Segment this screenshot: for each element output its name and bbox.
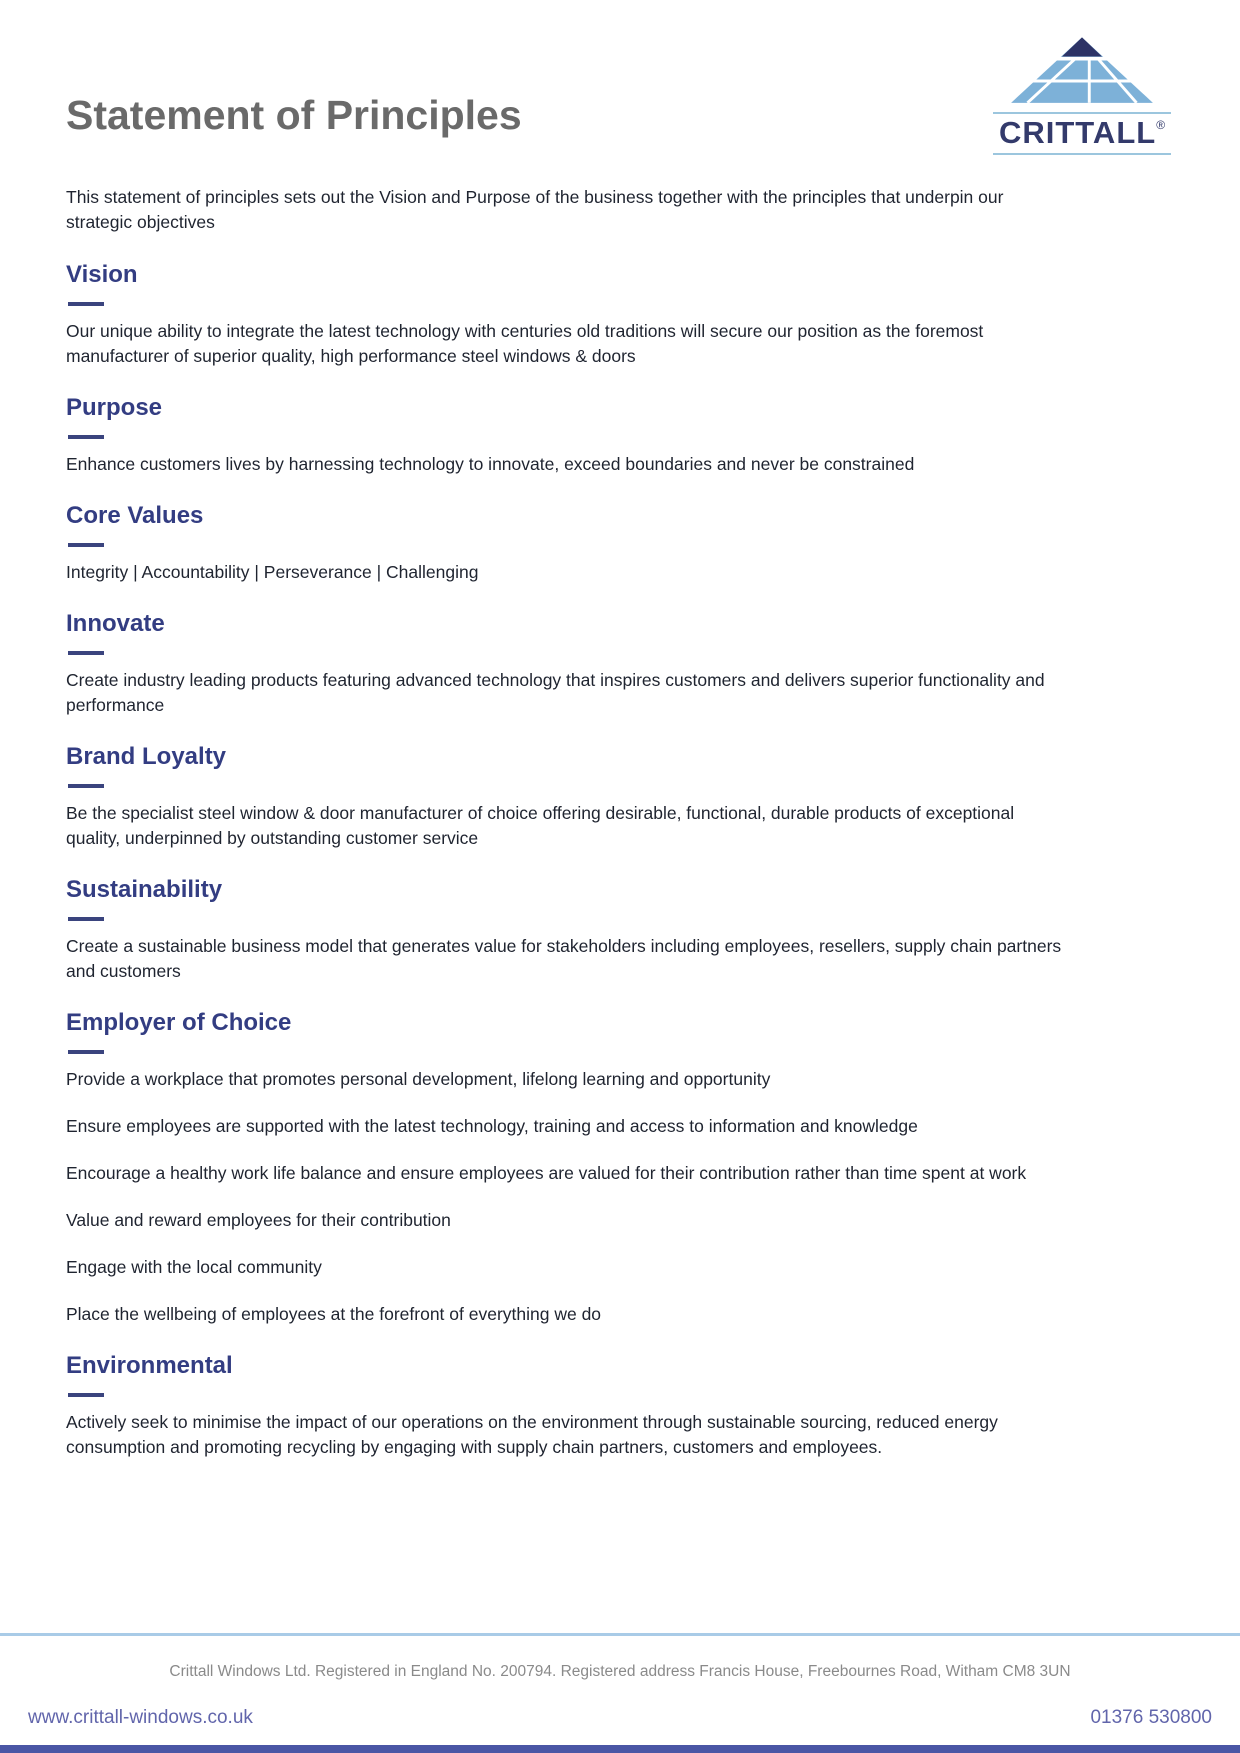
- heading-underline: [68, 1393, 104, 1397]
- heading-underline: [68, 651, 104, 655]
- crittall-logo: [992, 34, 1172, 155]
- section-environmental: [66, 1351, 1170, 1460]
- heading-underline: [68, 917, 104, 921]
- section-core-values: [66, 501, 1170, 585]
- document-footer: [0, 1633, 1240, 1753]
- bottom-brand-bar: [0, 1745, 1240, 1753]
- phone-number[interactable]: 01376 530800: [1090, 1707, 1212, 1728]
- heading-underline: [68, 302, 104, 306]
- heading-underline: [68, 784, 104, 788]
- intro-paragraph: This statement of principles sets out the Vision and Purpose of the business together with the principles that underpin our strategic objectives: [66, 187, 1004, 233]
- heading-underline: [68, 543, 104, 547]
- section-heading: Vision: [66, 260, 138, 288]
- logo-rule-top: [993, 112, 1171, 114]
- section-paragraph: Engage with the local community: [66, 1257, 322, 1278]
- registered-mark: ®: [1156, 118, 1166, 132]
- section-innovate: [66, 609, 1170, 718]
- section-paragraph: Provide a workplace that promotes personal development, lifelong learning and opportunity: [66, 1069, 771, 1089]
- website-link[interactable]: www.crittall-windows.co.uk: [28, 1707, 253, 1728]
- section-heading: Innovate: [66, 609, 165, 637]
- heading-underline: [68, 1050, 104, 1054]
- section-paragraph: Ensure employees are supported with the latest technology, training and access to information and knowledge: [66, 1116, 918, 1137]
- section-paragraph: Actively seek to minimise the impact of our operations on the environment through sustainable sourcing, reduced energy consumption and promoting recycling by engaging with supply chain partners, customers and employees.: [66, 1412, 998, 1458]
- section-purpose: [66, 393, 1170, 477]
- logo-wordmark: CRITTALL®: [998, 115, 1166, 150]
- document-header: [0, 0, 1240, 155]
- document-body: [0, 155, 1240, 1460]
- section-paragraph: Create a sustainable business model that generates value for stakeholders including employees, resellers, supply chain partners and customers: [66, 935, 1062, 981]
- section-heading: Brand Loyalty: [66, 742, 227, 770]
- section-paragraph: Create industry leading products featuring advanced technology that inspires customers and delivers superior functionality and performance: [66, 669, 1045, 715]
- section-paragraph: Enhance customers lives by harnessing technology to innovate, exceed boundaries and never be constrained: [66, 453, 915, 474]
- section-paragraph: Our unique ability to integrate the latest technology with centuries old traditions will secure our position as the foremost manufacturer of superior quality, high performance steel windows & doors: [66, 320, 984, 366]
- company-registration-text: Crittall Windows Ltd. Registered in England No. 200794. Registered address Francis House, Freebournes Road, Witham CM8 3UN: [169, 1663, 1071, 1680]
- section-paragraph: Place the wellbeing of employees at the forefront of everything we do: [66, 1304, 602, 1325]
- section-heading: Purpose: [66, 393, 163, 421]
- section-heading: Core Values: [66, 501, 204, 529]
- heading-underline: [68, 435, 104, 439]
- page-title: Statement of Principles: [66, 92, 522, 138]
- section-paragraph: Be the specialist steel window & door manufacturer of choice offering desirable, functional, durable products of exceptional quality, underpinned by outstanding customer service: [66, 802, 1015, 848]
- section-paragraph: Encourage a healthy work life balance and ensure employees are valued for their contribution rather than time spent at work: [66, 1163, 1027, 1184]
- section-employer-of-choice: [66, 1008, 1170, 1327]
- pyramid-window-icon: [1002, 34, 1162, 108]
- section-sustainability: [66, 875, 1170, 984]
- section-heading: Employer of Choice: [66, 1009, 292, 1036]
- footer-divider: [0, 1633, 1240, 1636]
- section-paragraph: Value and reward employees for their contribution: [66, 1210, 451, 1231]
- footer-contact-row: [0, 1707, 1240, 1729]
- section-paragraph: Integrity | Accountability | Perseverance | Challenging: [66, 561, 479, 582]
- section-vision: [66, 260, 1170, 369]
- section-heading: Environmental: [66, 1352, 233, 1380]
- section-brand-loyalty: [66, 742, 1170, 851]
- section-heading: Sustainability: [66, 875, 223, 903]
